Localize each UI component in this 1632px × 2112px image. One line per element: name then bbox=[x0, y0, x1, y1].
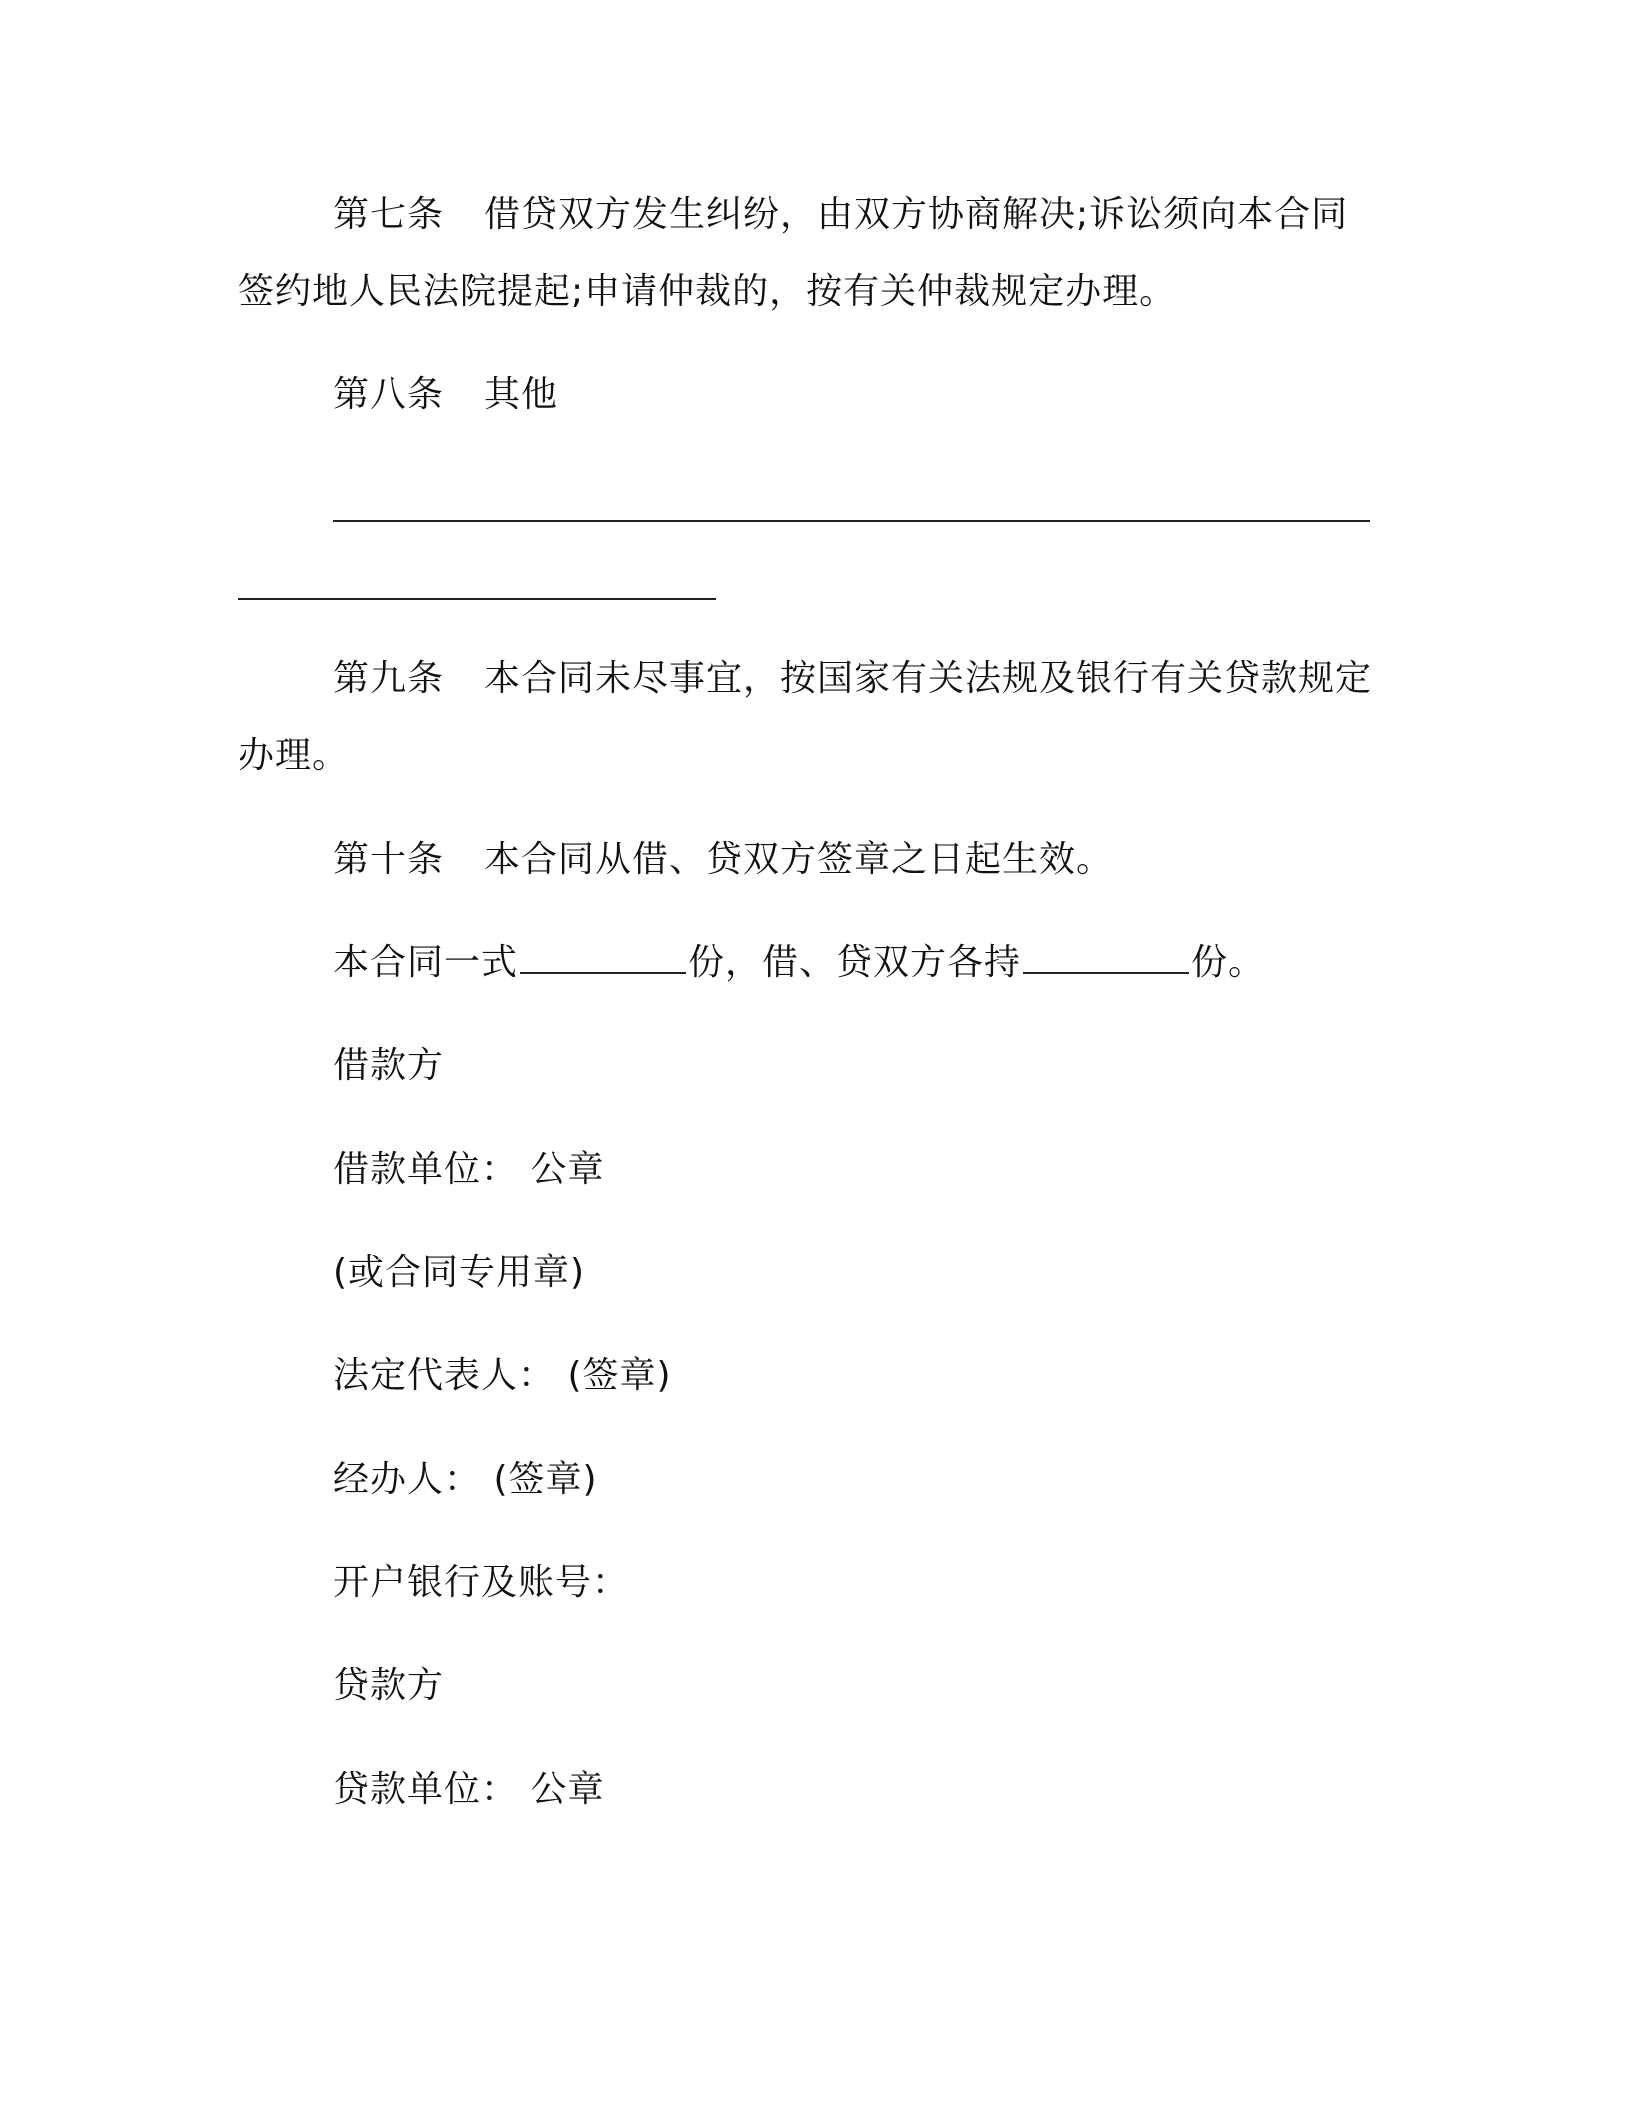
article9-text-line1: 本合同未尽事宜，按国家有关法规及银行有关贷款规定 bbox=[484, 658, 1373, 699]
lender-heading: 贷款方 bbox=[333, 1665, 445, 1706]
borrower-heading: 借款方 bbox=[333, 1045, 445, 1086]
borrower-unit: 借款单位： 公章 bbox=[333, 1149, 605, 1190]
borrower-seal-note: (或合同专用章) bbox=[333, 1252, 586, 1293]
copies-line bbox=[333, 941, 1265, 985]
article7-line1 bbox=[333, 193, 1348, 237]
article9-line1 bbox=[333, 657, 1372, 701]
copies-part2: 份，借、贷双方各持 bbox=[688, 942, 1022, 983]
article9-line2 bbox=[238, 734, 349, 778]
copies-part3: 份。 bbox=[1191, 942, 1266, 983]
article10-text: 本合同从借、贷双方签章之日起生效。 bbox=[484, 839, 1114, 880]
article8-line bbox=[333, 373, 558, 417]
article8-label: 第八条 bbox=[333, 374, 445, 415]
copies-part1: 本合同一式 bbox=[333, 942, 519, 983]
article7-line2 bbox=[238, 270, 1176, 314]
copies-each-blank bbox=[1023, 971, 1189, 974]
borrower-handler: 经办人： (签章) bbox=[333, 1459, 598, 1500]
blank-line-2 bbox=[238, 598, 716, 600]
article9-text-line2: 办理。 bbox=[238, 735, 350, 776]
copies-total-blank bbox=[520, 971, 686, 974]
article10-label: 第十条 bbox=[333, 839, 445, 880]
article7-label: 第七条 bbox=[333, 194, 445, 235]
borrower-bank-account: 开户银行及账号： bbox=[333, 1562, 630, 1603]
article9-label: 第九条 bbox=[333, 658, 445, 699]
article7-text-line1: 借贷双方发生纠纷，由双方协商解决;诉讼须向本合同 bbox=[484, 194, 1349, 235]
article7-text-line2: 签约地人民法院提起;申请仲裁的，按有关仲裁规定办理。 bbox=[238, 271, 1177, 312]
borrower-legal-rep: 法定代表人： (签章) bbox=[333, 1355, 672, 1396]
blank-line-1 bbox=[333, 520, 1370, 522]
lender-unit: 贷款单位： 公章 bbox=[333, 1769, 605, 1810]
article10-line bbox=[333, 838, 1113, 882]
article8-text: 其他 bbox=[484, 374, 559, 415]
